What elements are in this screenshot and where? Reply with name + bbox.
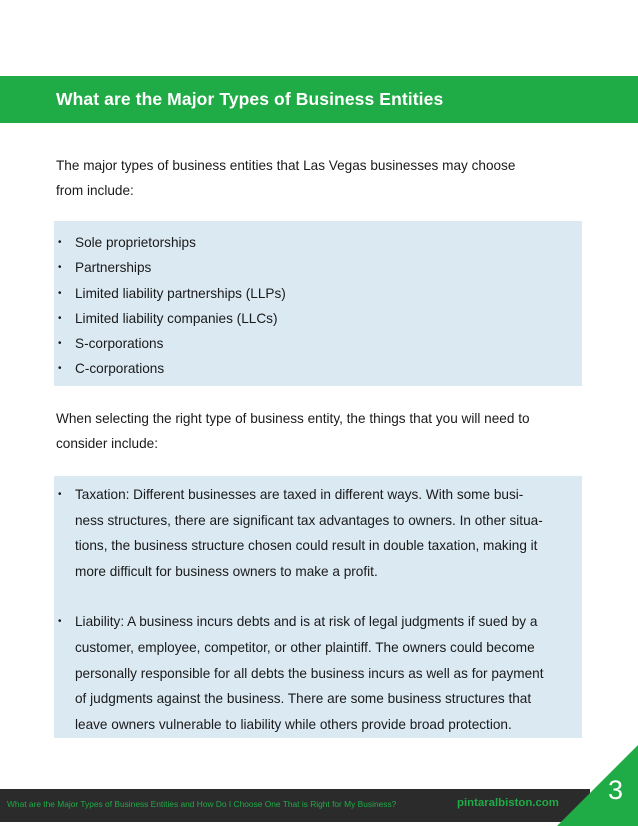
bullet-icon: •: [58, 489, 62, 500]
bullet-icon: •: [58, 287, 62, 299]
considerations-intro-line: When selecting the right type of business entity, the things that you will need to: [56, 411, 530, 426]
text-line: leave owners vulnerable to liability while others provide broad protection.: [75, 716, 512, 732]
intro-line: from include:: [56, 183, 134, 198]
text-line: of judgments against the business. There are some business structures that: [75, 691, 532, 707]
bullet-icon: •: [58, 616, 62, 628]
considerations-intro-line: consider include:: [56, 436, 159, 451]
bullet-icon: •: [58, 312, 62, 324]
footer-website-link[interactable]: pintaralbiston.com: [457, 797, 559, 809]
text-line: more difficult for business owners to make a profit.: [75, 563, 378, 579]
text-line: Taxation: Different businesses are taxed in different ways. With some busi-: [75, 487, 524, 502]
corner-triangle-shape: [557, 745, 638, 826]
text-line: Liability: A business incurs debts and is at risk of legal judgments if sued by a: [75, 614, 538, 630]
intro-line: The major types of business entities that Las Vegas businesses may choose: [56, 158, 516, 173]
bullet-icon: •: [58, 262, 62, 274]
text-line: tions, the business structure chosen could result in double taxation, making it: [75, 538, 538, 554]
list-item-label: Sole proprietorships: [75, 235, 196, 250]
list-item-label: C-corporations: [75, 361, 165, 377]
bullet-icon: •: [58, 237, 62, 248]
text-line: personally responsible for all debts the business incurs as well as for payment: [75, 665, 544, 681]
bullet-icon: •: [58, 338, 62, 350]
bullet-icon: •: [58, 363, 62, 375]
list-item-label: Partnerships: [75, 260, 152, 276]
section-title: What are the Major Types of Business Entities: [56, 89, 444, 109]
page-number: 3: [608, 775, 624, 805]
text-line: ness structures, there are significant tax advantages to owners. In other situa-: [75, 512, 543, 528]
list-item-label: Limited liability partnerships (LLPs): [75, 285, 286, 301]
text-line: customer, employee, competitor, or other plaintiff. The owners could become: [75, 639, 535, 655]
list-item-label: S-corporations: [75, 336, 164, 352]
footer-document-title: What are the Major Types of Business Entities and How Do I Choose One That is Right for My Business?: [7, 799, 397, 809]
list-item-label: Limited liability companies (LLCs): [75, 310, 278, 326]
